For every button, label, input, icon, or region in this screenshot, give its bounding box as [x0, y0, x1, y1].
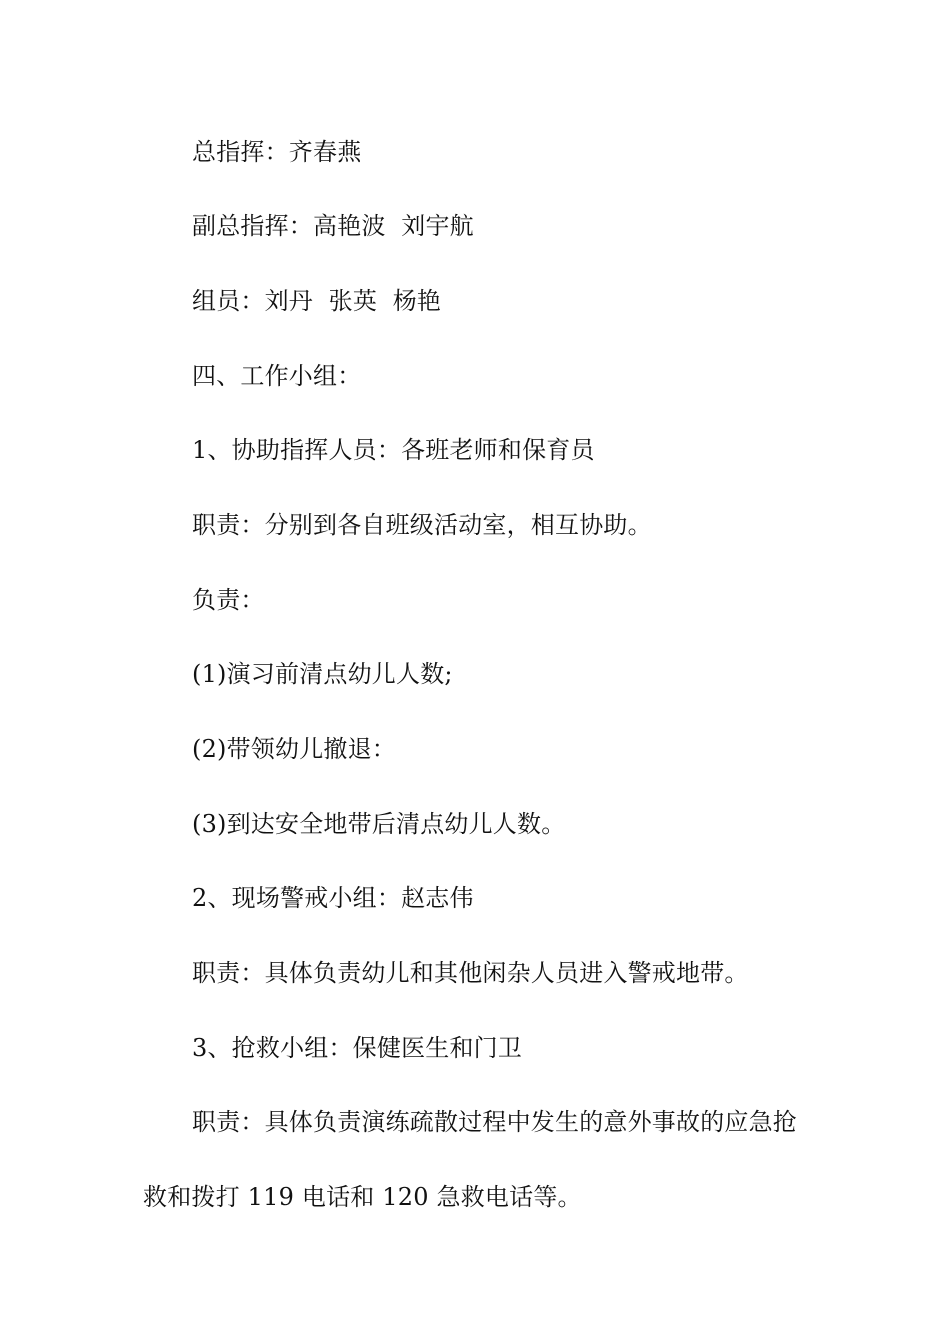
- group-3-title: 3、抢救小组：保健医生和门卫: [192, 1034, 523, 1062]
- group-1-title: 1、协助指挥人员：各班老师和保育员: [192, 436, 595, 464]
- commander-line: 总指挥：齐春燕: [192, 138, 362, 166]
- group-1-duty: 职责：分别到各自班级活动室，相互协助。: [192, 511, 652, 539]
- group-2-title: 2、现场警戒小组：赵志伟: [192, 884, 474, 912]
- group-2-duty: 职责：具体负责幼儿和其他闲杂人员进入警戒地带。: [192, 959, 749, 987]
- members-line: 组员：刘丹 张英 杨艳: [192, 287, 442, 315]
- group-3-duty-line-1: 职责：具体负责演练疏散过程中发生的意外事故的应急抢: [192, 1108, 797, 1136]
- responsibility-item-3: (3)到达安全地带后清点幼儿人数。: [192, 810, 566, 838]
- group-3-duty-line-2: 救和拨打 119 电话和 120 急救电话等。: [143, 1183, 582, 1211]
- responsibility-item-1: (1)演习前清点幼儿人数;: [192, 660, 453, 688]
- deputy-commander-line: 副总指挥：高艳波 刘宇航: [192, 212, 474, 240]
- responsibility-heading: 负责：: [192, 586, 265, 614]
- responsibility-item-2: (2)带领幼儿撤退：: [192, 735, 396, 763]
- section-heading-work-groups: 四、工作小组：: [192, 362, 362, 390]
